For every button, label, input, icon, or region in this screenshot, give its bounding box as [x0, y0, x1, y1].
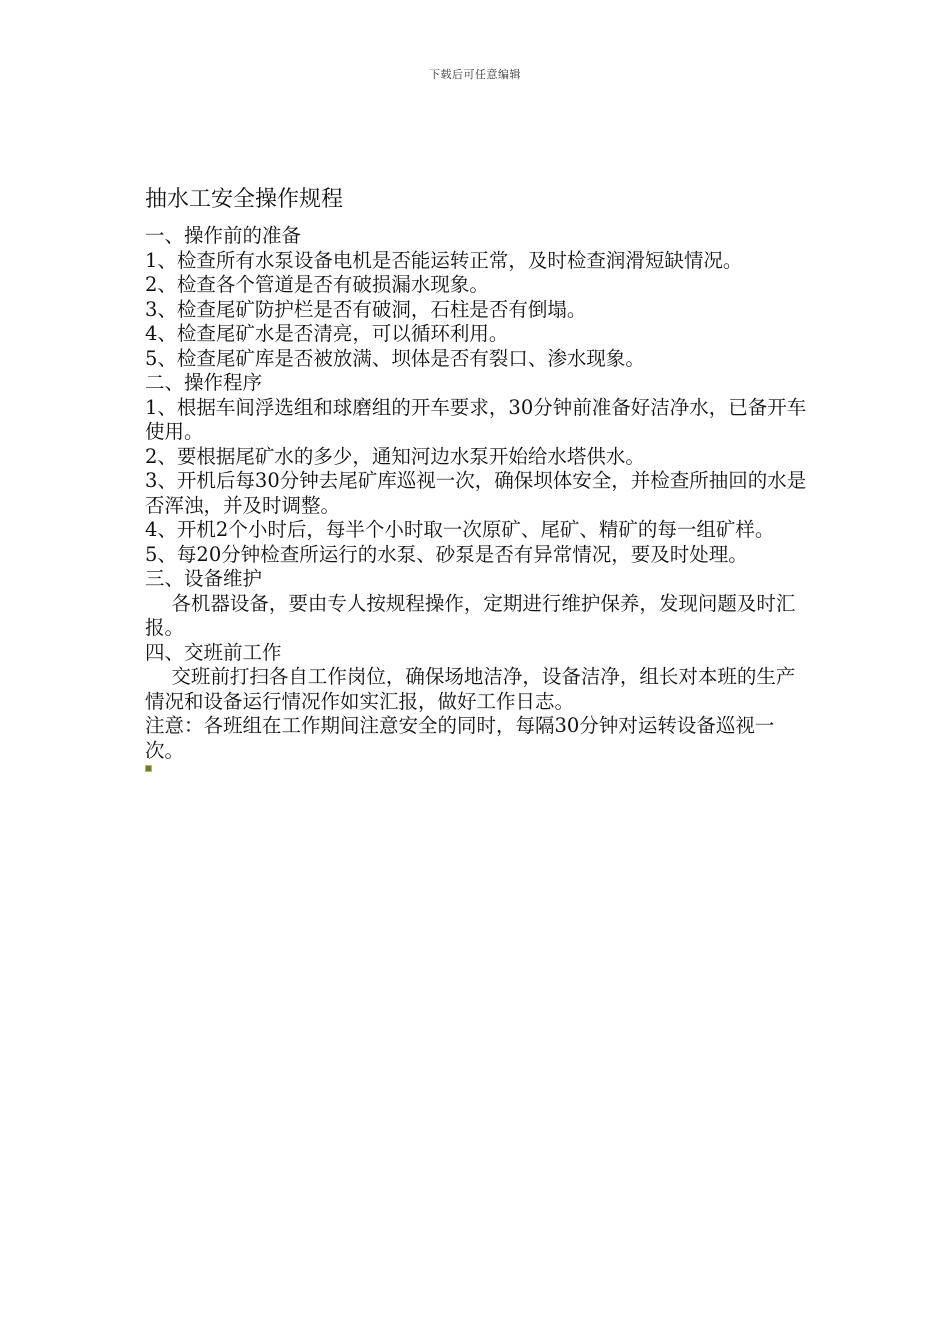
list-item: 4、开机2个小时后，每半个小时取一次原矿、尾矿、精矿的每一组矿样。 [145, 518, 775, 541]
section-heading-maintenance: 三、设备维护 [145, 567, 263, 590]
list-item: 2、要根据尾矿水的多少，通知河边水泵开始给水塔供水。 [145, 444, 645, 468]
maintenance-paragraph: 各机器设备，要由专人按规程操作，定期进行维护保养，发现问题及时汇报。 [145, 591, 796, 639]
safety-note: 注意：各班组在工作期间注意安全的同时，每隔30分钟对运转设备巡视一次。 [145, 714, 775, 762]
page-header-note: 下载后可任意编辑 [429, 68, 521, 81]
list-item: 2、检查各个管道是否有破损漏水现象。 [145, 273, 489, 296]
list-item: 4、检查尾矿水是否清亮，可以循环利用。 [145, 322, 509, 345]
list-item: 5、检查尾矿库是否被放满、坝体是否有裂口、渗水现象。 [145, 346, 645, 370]
list-item: 3、开机后每30分钟去尾矿库巡视一次，确保坝体安全，并检查所抽回的水是否浑浊，并及时调整。 [145, 469, 807, 517]
section-heading-preparation: 一、操作前的准备 [145, 224, 302, 247]
list-item: 5、每20分钟检查所运行的水泵、砂泵是否有异常情况，要及时处理。 [145, 542, 748, 566]
list-item: 3、检查尾矿防护栏是否有破洞，石柱是否有倒塌。 [145, 297, 587, 321]
section-heading-procedure: 二、操作程序 [145, 371, 263, 394]
paragraph-end-marker [145, 765, 152, 772]
document-body [145, 186, 810, 772]
handover-paragraph: 交班前打扫各自工作岗位，确保场地洁净，设备洁净，组长对本班的生产情况和设备运行情况作如实汇报，做好工作日志。 [145, 665, 796, 713]
list-item: 1、根据车间浮选组和球磨组的开车要求，30分钟前准备好洁净水，已备开车使用。 [145, 395, 807, 443]
list-item: 1、检查所有水泵设备电机是否能运转正常，及时检查润滑短缺情况。 [145, 248, 743, 272]
document-title: 抽水工安全操作规程 [145, 187, 344, 212]
section-heading-handover: 四、交班前工作 [145, 640, 282, 664]
